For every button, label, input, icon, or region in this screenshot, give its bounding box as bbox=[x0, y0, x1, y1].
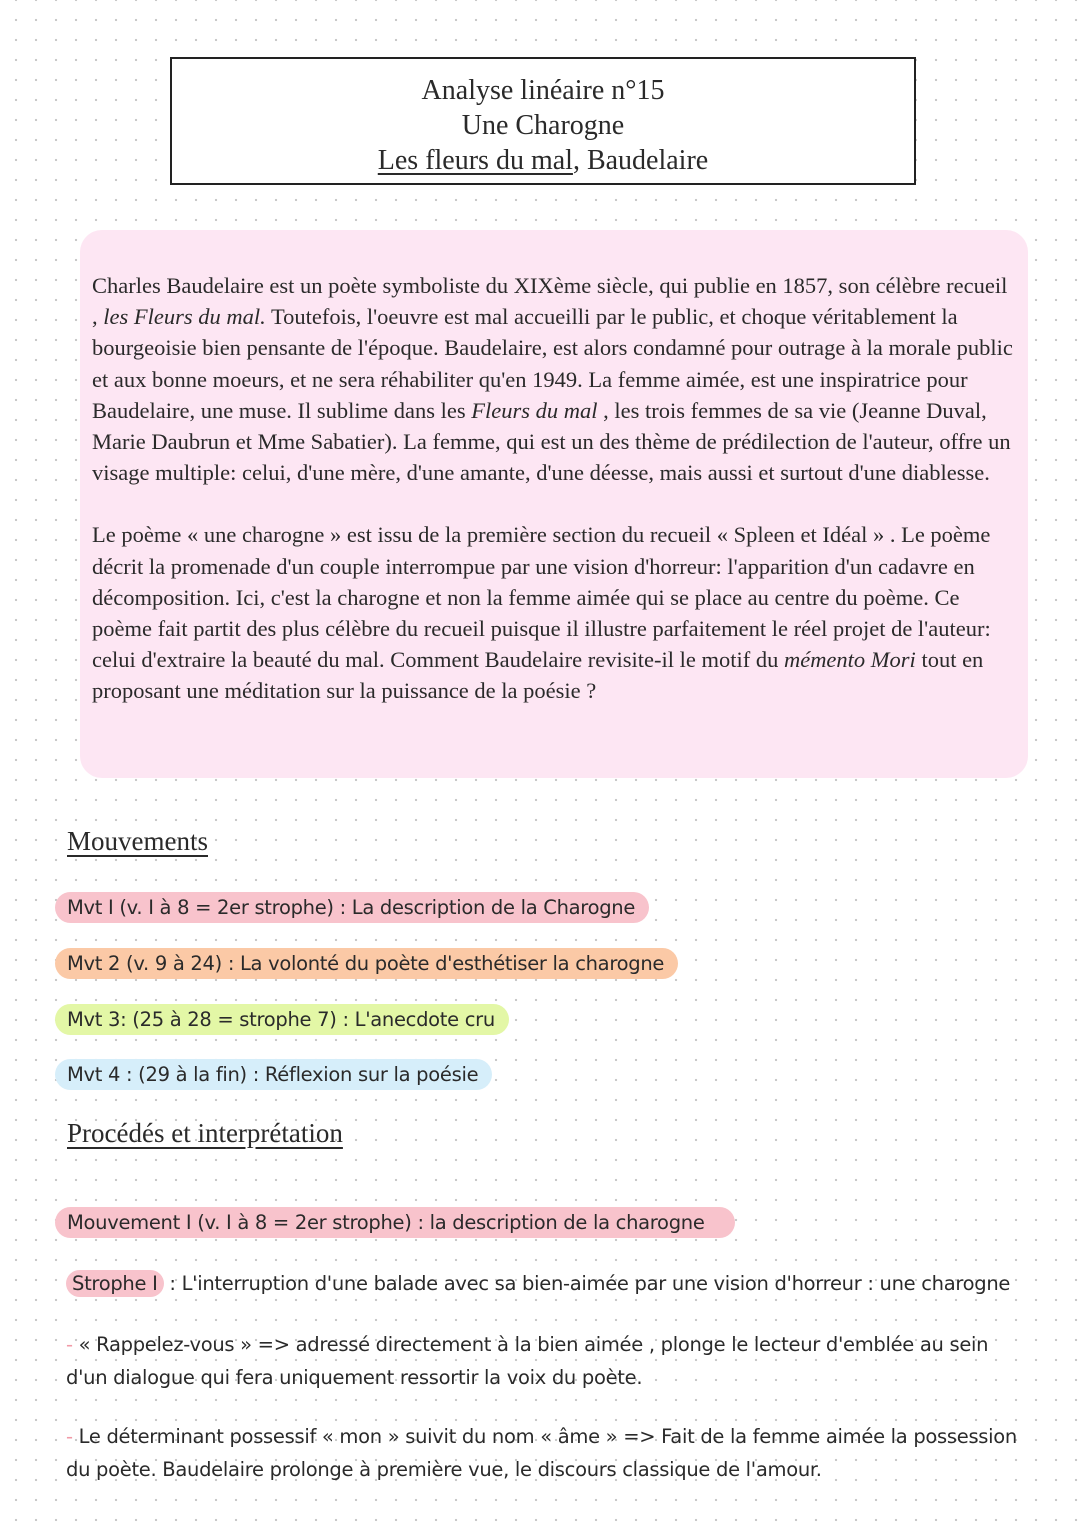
intro-box bbox=[80, 230, 1028, 778]
note-bullet: - bbox=[66, 1333, 73, 1356]
movement-2: Mvt 2 (v. 9 à 24) : La volonté du poète d'esthétiser la charogne bbox=[55, 948, 678, 979]
note-2-text: Le déterminant possessif « mon » suivit du nom « âme » => Fait de la femme aimée la possession du poète. Baudelaire prolonge à première vue, le discours classique de l'amour. bbox=[66, 1425, 1017, 1481]
strophe-1-line bbox=[66, 1267, 1026, 1300]
note-bullet: - bbox=[66, 1425, 73, 1448]
title-line-3 bbox=[172, 143, 914, 178]
note-1 bbox=[66, 1328, 1026, 1394]
strophe-1-label: Strophe I bbox=[66, 1270, 164, 1297]
movements-heading: Mouvements bbox=[67, 826, 208, 856]
mouvement-1-heading: Mouvement I (v. I à 8 = 2er strophe) : la description de la charogne bbox=[55, 1207, 735, 1238]
movement-1: Mvt I (v. I à 8 = 2er strophe) : La description de la Charogne bbox=[55, 892, 649, 923]
work-title: Les fleurs du mal bbox=[377, 145, 573, 176]
strophe-1-text: : L'interruption d'une balade avec sa bien-aimée par une vision d'horreur : une charogne bbox=[163, 1272, 1011, 1295]
note-2 bbox=[66, 1420, 1026, 1486]
intro-paragraph-2: Le poème « une charogne » est issu de la première section du recueil « Spleen et Idéal » . Le poème décrit la promenade d'un couple interrompue par une vision d'horreur: l'apparition d'un cadavre en décomposition. Ici, c'est la charogne et non la femme aimée qui se place au centre du poème. Ce poème fait partit des plus célèbre du recueil puisque il illustre parfaitement le réel projet de l'auteur: celui d'extraire la beauté du mal. Comment Baudelaire revisite-il le motif du mémento Mori tout en proposant une méditation sur la puissance de la poésie ? bbox=[92, 522, 991, 704]
note-1-text: « Rappelez-vous » => adressé directement à la bien aimée , plonge le lecteur d'emblée au sein d'un dialogue qui fera uniquement ressortir la voix du poète. bbox=[66, 1333, 989, 1389]
movement-4: Mvt 4 : (29 à la fin) : Réflexion sur la poésie bbox=[55, 1059, 492, 1090]
title-box bbox=[170, 57, 916, 185]
movement-3: Mvt 3: (25 à 28 = strophe 7) : L'anecdote cru bbox=[55, 1004, 509, 1035]
title-line-2: Une Charogne bbox=[461, 110, 625, 141]
intro-paragraph-1: Charles Baudelaire est un poète symboliste du XIXème siècle, qui publie en 1857, son célèbre recueil , les Fleurs du mal. Toutefois, l'oeuvre est mal accueilli par le public, et choque véritablement la bourgeoisie bien pensante de l'époque. Baudelaire, est alors condamné pour outrage à la morale public et aux bonne moeurs, et ne sera réhabiliter qu'en 1949. La femme aimée, est une inspiratrice pour Baudelaire, une muse. Il sublime dans les Fleurs du mal , les trois femmes de sa vie (Jeanne Duval, Marie Daubrun et Mme Sabatier). La femme, qui est un des thème de prédilection de l'auteur, offre un visage multiple: celui, d'une mère, d'une amante, d'une déesse, mais aussi et surtout d'une diablesse. bbox=[92, 273, 1013, 486]
author-name: , Baudelaire bbox=[572, 145, 709, 176]
title-line-1: Analyse linéaire n°15 bbox=[421, 75, 665, 106]
procedes-heading: Procédés et interprétation bbox=[67, 1118, 343, 1148]
